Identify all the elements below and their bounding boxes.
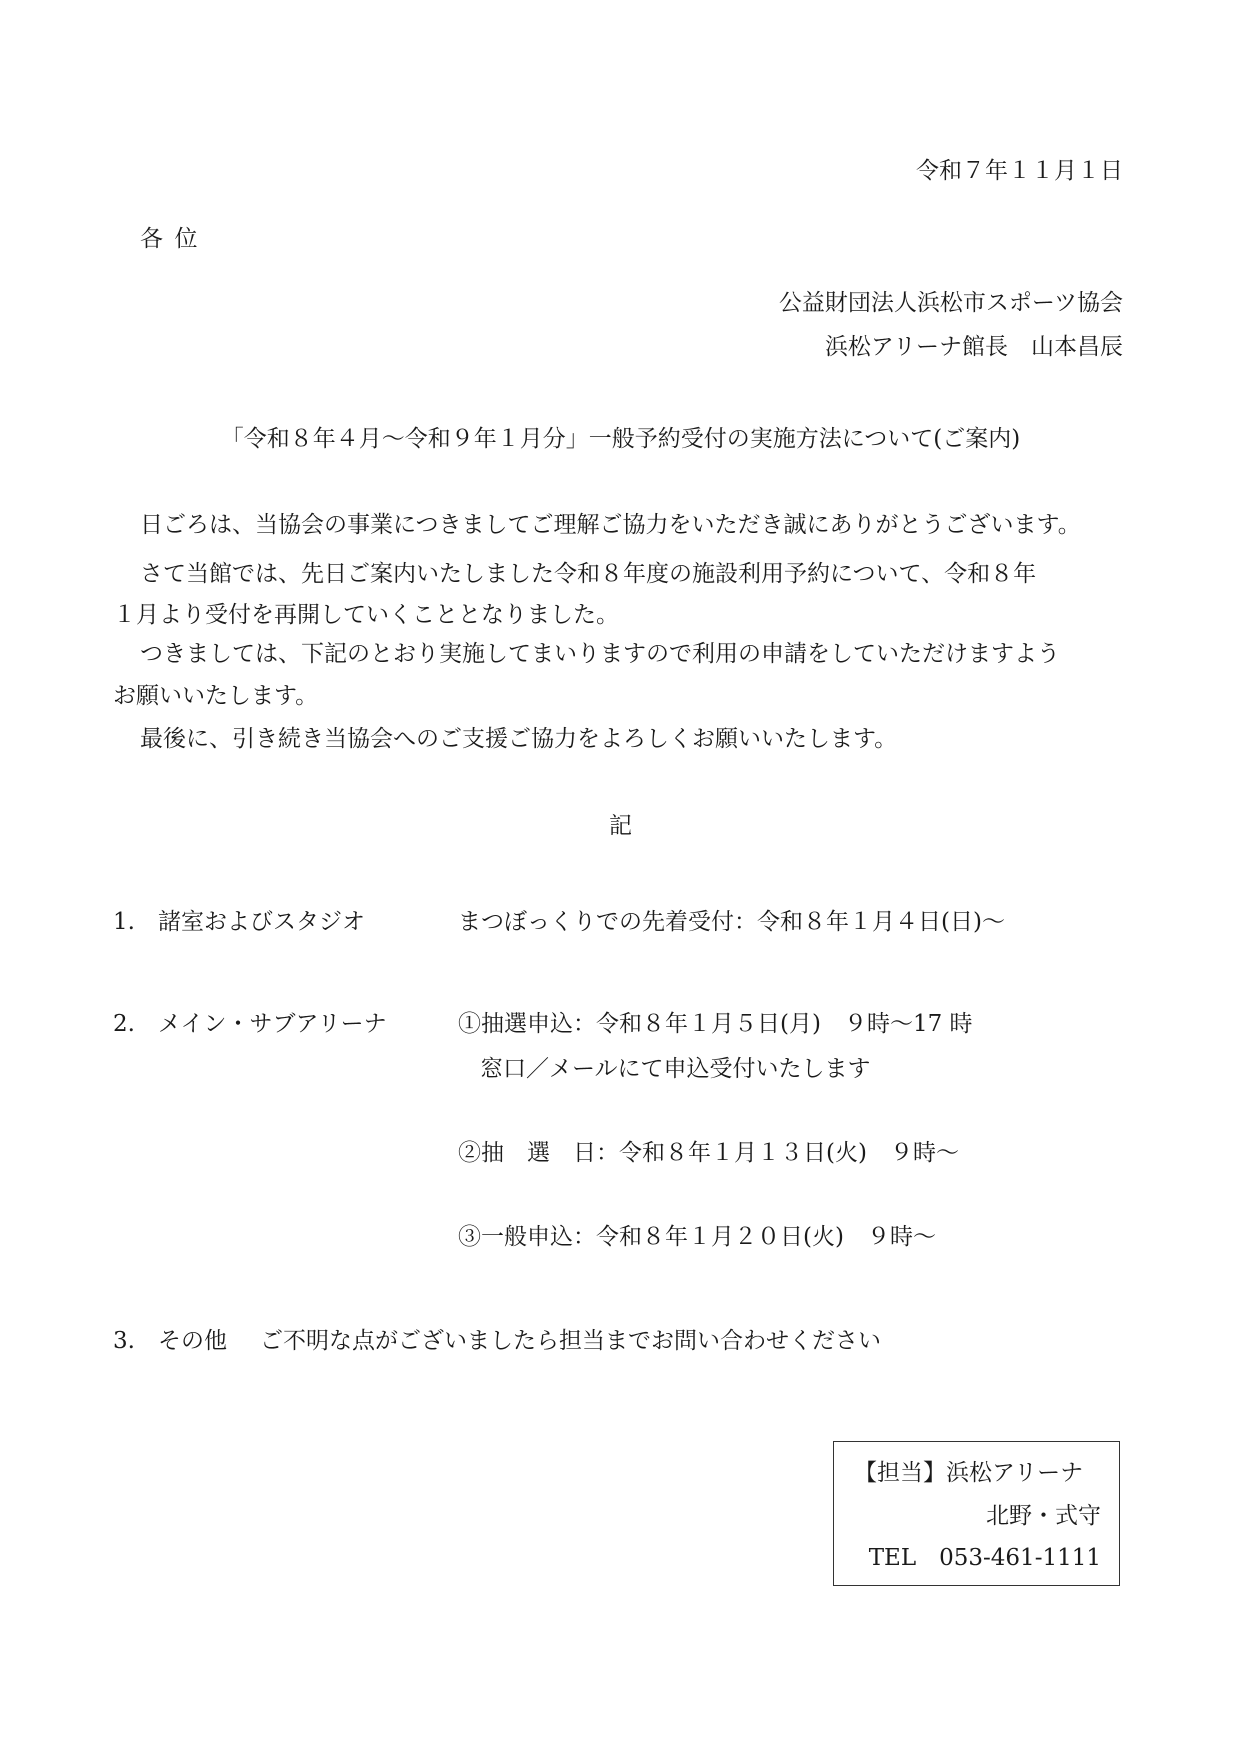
body-paragraph-1: 日ごろは、当協会の事業につきましてご理解ご協力をいただき誠にありがとうございます。 bbox=[140, 512, 1081, 538]
addressee: 各位 bbox=[140, 226, 209, 252]
sender-organization: 公益財団法人浜松市スポーツ協会 bbox=[778, 290, 1123, 316]
contact-box bbox=[833, 1441, 1120, 1586]
body-paragraph-4: 最後に、引き続き当協会へのご支援ご協力をよろしくお願いいたします。 bbox=[140, 726, 898, 752]
sender-director: 浜松アリーナ館長 山本昌辰 bbox=[824, 334, 1123, 360]
body-paragraph-3-line-2: お願いいたします。 bbox=[113, 683, 319, 709]
contact-department: 【担当】浜松アリーナ bbox=[854, 1460, 1084, 1486]
contact-names: 北野・式守 bbox=[986, 1503, 1101, 1529]
ki-heading: 記 bbox=[609, 813, 632, 839]
document-title: 「令和８年４月～令和９年１月分」一般予約受付の実施方法について(ご案内) bbox=[220, 426, 1021, 452]
item-1-number: 1. bbox=[113, 909, 135, 935]
contact-phone: TEL 053-461-1111 bbox=[868, 1545, 1101, 1571]
item-2-number: 2. bbox=[113, 1011, 135, 1037]
item-3-detail: ご不明な点がございましたら担当までお問い合わせください bbox=[260, 1328, 881, 1354]
item-2-lottery-date: ②抽 選 日：令和８年１月１３日(火) ９時～ bbox=[458, 1140, 959, 1166]
item-2-general-application: ③一般申込：令和８年１月２０日(火) ９時～ bbox=[458, 1224, 936, 1250]
item-2-label: メイン・サブアリーナ bbox=[158, 1011, 387, 1037]
body-paragraph-3-line-1: つきましては、下記のとおり実施してまいりますので利用の申請をしていただけますよう bbox=[140, 641, 1060, 667]
item-1-detail: まつぼっくりでの先着受付：令和８年１月４日(日)～ bbox=[458, 909, 1005, 935]
issue-date: 令和７年１１月１日 bbox=[916, 158, 1123, 184]
body-paragraph-2-line-2: １月より受付を再開していくこととなりました。 bbox=[113, 602, 619, 628]
item-3-label: その他 bbox=[158, 1328, 227, 1354]
body-paragraph-2-line-1: さて当館では、先日ご案内いたしました令和８年度の施設利用予約について、令和８年 bbox=[140, 561, 1037, 587]
item-2-lottery-application: ①抽選申込：令和８年１月５日(月) ９時～17 時 bbox=[458, 1011, 973, 1037]
item-2-lottery-application-note: 窓口／メールにて申込受付いたします bbox=[480, 1056, 871, 1082]
item-3-number: 3. bbox=[113, 1328, 135, 1354]
item-1-label: 諸室およびスタジオ bbox=[158, 909, 365, 935]
